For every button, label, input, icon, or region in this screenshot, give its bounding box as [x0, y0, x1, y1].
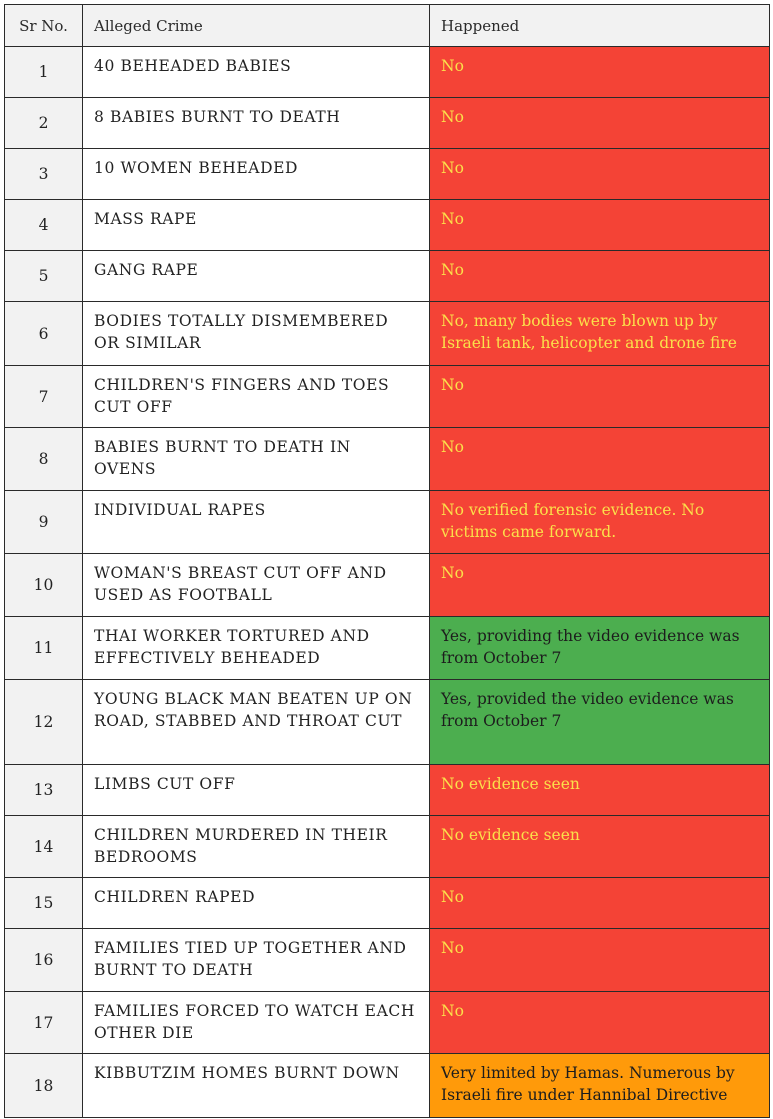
cell-happened: Yes, provided the video evidence was from October 7	[430, 680, 770, 765]
table-row	[5, 554, 770, 617]
cell-happened: No, many bodies were blown up by Israeli tank, helicopter and drone fire	[430, 302, 770, 366]
cell-happened: Very limited by Hamas. Numerous by Israeli fire under Hannibal Directive	[430, 1054, 770, 1118]
cell-happened: No	[430, 251, 770, 302]
cell-sr: 4	[5, 200, 83, 251]
cell-crime: CHILDREN RAPED	[83, 878, 430, 929]
cell-crime: WOMAN'S BREAST CUT OFF AND USED AS FOOTBALL	[83, 554, 430, 617]
cell-crime: KIBBUTZIM HOMES BURNT DOWN	[83, 1054, 430, 1118]
cell-happened: No verified forensic evidence. No victims came forward.	[430, 491, 770, 554]
cell-crime: GANG RAPE	[83, 251, 430, 302]
cell-sr: 8	[5, 428, 83, 491]
cell-sr: 18	[5, 1054, 83, 1118]
cell-crime: 8 BABIES BURNT TO DEATH	[83, 98, 430, 149]
cell-happened: No	[430, 428, 770, 491]
cell-crime: FAMILIES TIED UP TOGETHER AND BURNT TO DEATH	[83, 929, 430, 992]
table-row	[5, 491, 770, 554]
cell-happened: No evidence seen	[430, 816, 770, 878]
cell-happened: No	[430, 878, 770, 929]
table-row	[5, 200, 770, 251]
cell-happened: No	[430, 47, 770, 98]
cell-crime: MASS RAPE	[83, 200, 430, 251]
cell-sr: 10	[5, 554, 83, 617]
cell-happened: No evidence seen	[430, 765, 770, 816]
cell-crime: BODIES TOTALLY DISMEMBERED OR SIMILAR	[83, 302, 430, 366]
table-header-row	[5, 5, 770, 47]
cell-crime: LIMBS CUT OFF	[83, 765, 430, 816]
cell-crime: INDIVIDUAL RAPES	[83, 491, 430, 554]
cell-sr: 17	[5, 992, 83, 1054]
table-row	[5, 302, 770, 366]
cell-crime: BABIES BURNT TO DEATH IN OVENS	[83, 428, 430, 491]
cell-sr: 9	[5, 491, 83, 554]
cell-sr: 5	[5, 251, 83, 302]
cell-happened: No	[430, 554, 770, 617]
table-row	[5, 929, 770, 992]
cell-crime: YOUNG BLACK MAN BEATEN UP ON ROAD, STABBED AND THROAT CUT	[83, 680, 430, 765]
table-row	[5, 366, 770, 428]
cell-sr: 1	[5, 47, 83, 98]
cell-sr: 3	[5, 149, 83, 200]
table-row	[5, 680, 770, 765]
table-row	[5, 428, 770, 491]
cell-sr: 15	[5, 878, 83, 929]
cell-sr: 7	[5, 366, 83, 428]
table-row	[5, 1054, 770, 1118]
header-sr-no: Sr No.	[5, 5, 83, 47]
cell-happened: No	[430, 149, 770, 200]
header-happened: Happened	[430, 5, 770, 47]
cell-sr: 11	[5, 617, 83, 680]
cell-happened: No	[430, 929, 770, 992]
header-alleged-crime: Alleged Crime	[83, 5, 430, 47]
cell-crime: 10 WOMEN BEHEADED	[83, 149, 430, 200]
table-row	[5, 765, 770, 816]
cell-happened: Yes, providing the video evidence was from October 7	[430, 617, 770, 680]
table-row	[5, 47, 770, 98]
cell-crime: CHILDREN MURDERED IN THEIR BEDROOMS	[83, 816, 430, 878]
cell-sr: 13	[5, 765, 83, 816]
table-row	[5, 992, 770, 1054]
cell-happened: No	[430, 366, 770, 428]
crimes-table	[4, 4, 770, 1118]
cell-crime: THAI WORKER TORTURED AND EFFECTIVELY BEHEADED	[83, 617, 430, 680]
cell-crime: FAMILIES FORCED TO WATCH EACH OTHER DIE	[83, 992, 430, 1054]
cell-sr: 14	[5, 816, 83, 878]
table-row	[5, 98, 770, 149]
table-row	[5, 149, 770, 200]
table-row	[5, 816, 770, 878]
cell-sr: 2	[5, 98, 83, 149]
cell-crime: 40 BEHEADED BABIES	[83, 47, 430, 98]
cell-crime: CHILDREN'S FINGERS AND TOES CUT OFF	[83, 366, 430, 428]
cell-sr: 6	[5, 302, 83, 366]
cell-happened: No	[430, 98, 770, 149]
cell-happened: No	[430, 200, 770, 251]
cell-sr: 12	[5, 680, 83, 765]
table-row	[5, 251, 770, 302]
page	[4, 4, 769, 1118]
table-row	[5, 617, 770, 680]
table-row	[5, 878, 770, 929]
cell-sr: 16	[5, 929, 83, 992]
cell-happened: No	[430, 992, 770, 1054]
